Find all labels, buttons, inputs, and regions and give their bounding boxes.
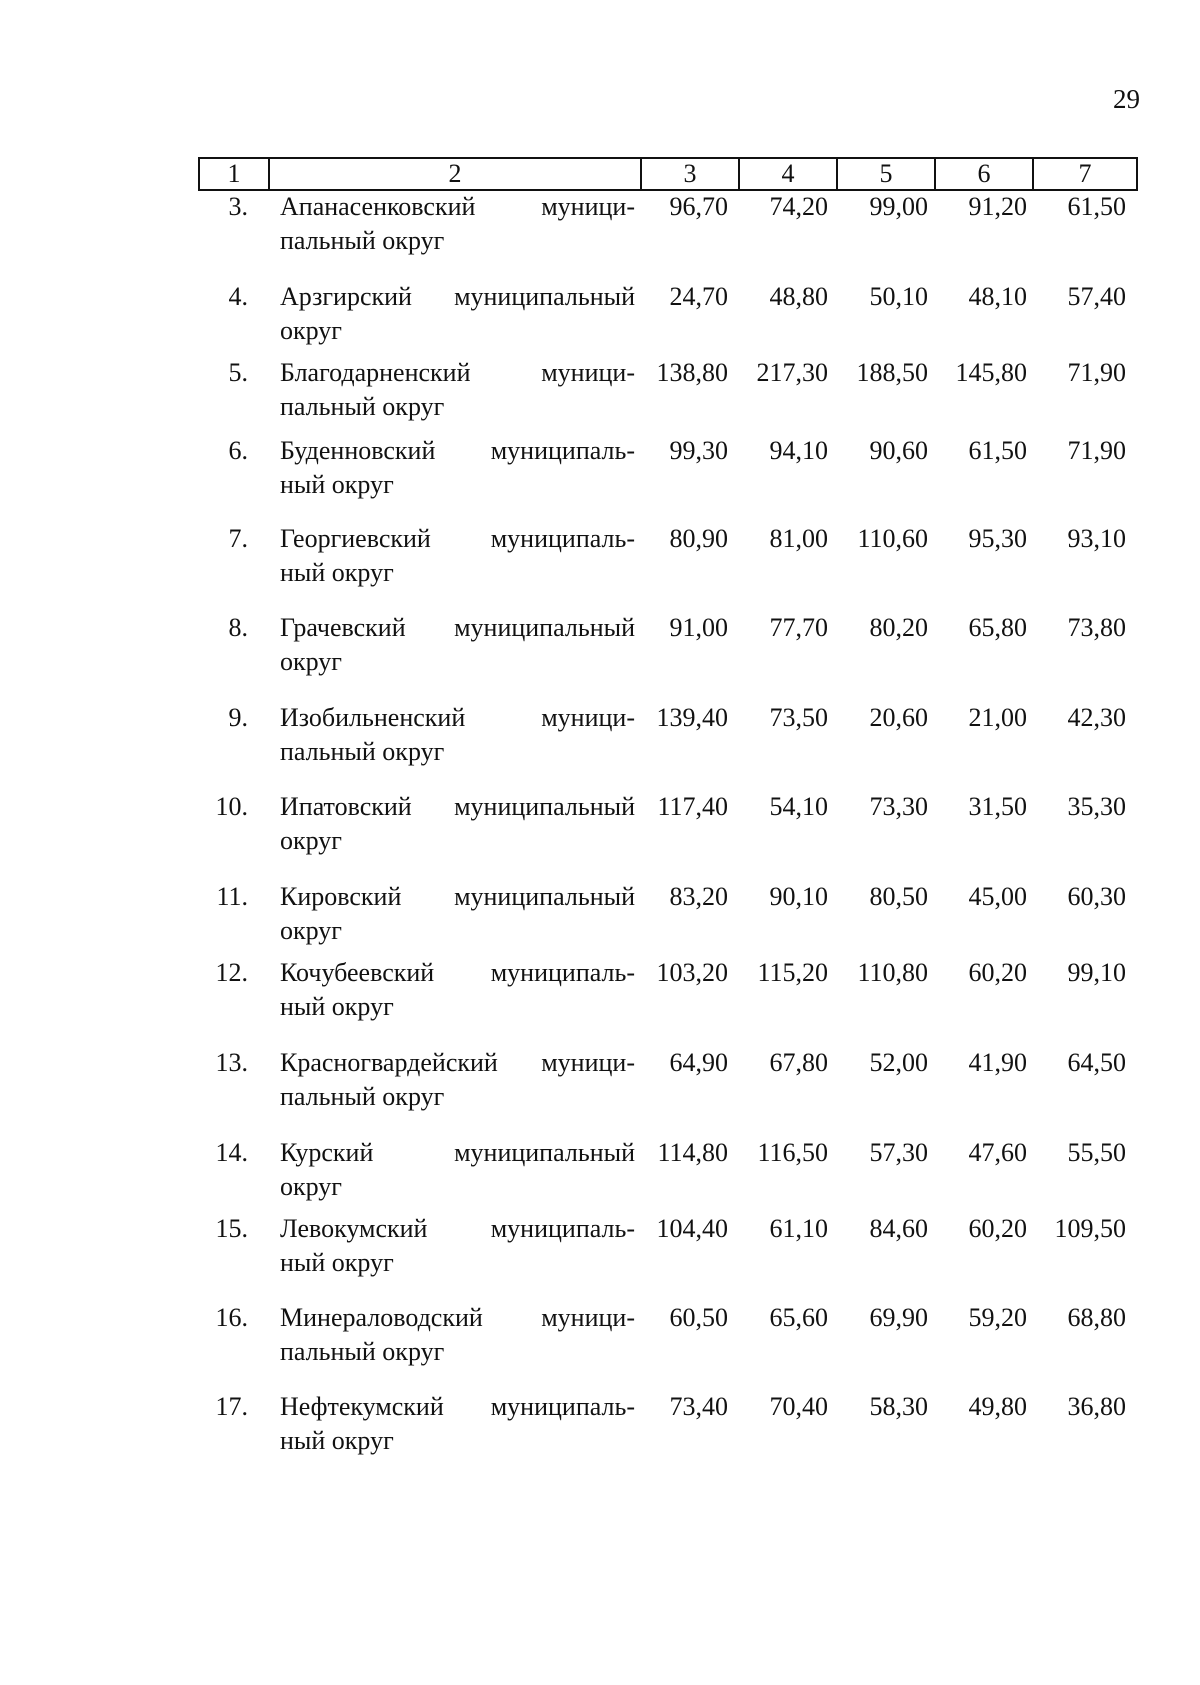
value-col-5: 50,10 (869, 282, 928, 311)
value-col-7: 64,50 (1067, 1048, 1126, 1077)
district-name (280, 434, 635, 502)
value-col-4: 116,50 (757, 1138, 828, 1167)
district-name-line-2: пальный округ (280, 392, 445, 421)
page-number: 29 (1113, 84, 1140, 114)
value-col-4: 94,10 (769, 436, 828, 465)
value-col-6: 47,60 (968, 1138, 1027, 1167)
district-name (280, 356, 635, 424)
value-col-4: 115,20 (757, 958, 828, 987)
value-col-3: 24,70 (669, 282, 728, 311)
value-col-6: 65,80 (968, 613, 1027, 642)
district-name-line-2: округ (280, 916, 342, 945)
row-number: 3. (228, 192, 248, 221)
row-number: 7. (228, 524, 248, 553)
row-number: 6. (228, 436, 248, 465)
value-col-3: 80,90 (669, 524, 728, 553)
value-col-3: 114,80 (657, 1138, 728, 1167)
value-col-5: 84,60 (869, 1214, 928, 1243)
row-number: 9. (228, 703, 248, 732)
district-name-line-1: Буденновский муниципаль- (280, 436, 635, 465)
row-number: 17. (215, 1392, 248, 1421)
district-name-line-2: округ (280, 316, 342, 345)
district-name (280, 522, 635, 590)
district-name-line-1: Ипатовский муниципальный (280, 792, 635, 821)
table-row (198, 1046, 1136, 1126)
header-col-6: 6 (935, 158, 1033, 190)
value-col-7: 55,50 (1067, 1138, 1126, 1167)
district-name-line-2: ный округ (280, 1248, 394, 1277)
value-col-5: 99,00 (869, 192, 928, 221)
value-col-7: 73,80 (1067, 613, 1126, 642)
district-name-line-1: Благодарненский муници- (280, 358, 635, 387)
district-name (280, 1046, 635, 1114)
value-col-7: 93,10 (1067, 524, 1126, 553)
value-col-6: 145,80 (955, 358, 1027, 387)
row-number: 10. (215, 792, 248, 821)
district-name-line-1: Арзгирский муниципальный (280, 282, 635, 311)
value-col-5: 188,50 (856, 358, 928, 387)
value-col-6: 45,00 (968, 882, 1027, 911)
value-col-4: 90,10 (769, 882, 828, 911)
table-row (198, 880, 1136, 960)
value-col-7: 71,90 (1067, 358, 1126, 387)
row-number: 5. (228, 358, 248, 387)
table-row (198, 1390, 1136, 1470)
value-col-5: 110,80 (857, 958, 928, 987)
value-col-4: 65,60 (769, 1303, 828, 1332)
district-name (280, 956, 635, 1024)
value-col-5: 90,60 (869, 436, 928, 465)
value-col-3: 83,20 (669, 882, 728, 911)
value-col-4: 54,10 (769, 792, 828, 821)
value-col-7: 71,90 (1067, 436, 1126, 465)
value-col-6: 61,50 (968, 436, 1027, 465)
table-row (198, 1136, 1136, 1216)
value-col-6: 41,90 (968, 1048, 1027, 1077)
district-name-line-1: Красногвардейский муници- (280, 1048, 635, 1077)
value-col-7: 36,80 (1067, 1392, 1126, 1421)
header-col-2: 2 (269, 158, 641, 190)
district-name (280, 701, 635, 769)
value-col-4: 77,70 (769, 613, 828, 642)
district-name-line-1: Апанасенковский муници- (280, 192, 635, 221)
district-name (280, 1301, 635, 1369)
header-col-3: 3 (641, 158, 739, 190)
value-col-7: 35,30 (1067, 792, 1126, 821)
value-col-5: 73,30 (869, 792, 928, 821)
district-name-line-1: Кировский муниципальный (280, 882, 635, 911)
district-name (280, 790, 635, 858)
district-name (280, 190, 635, 258)
district-name-line-1: Грачевский муниципальный (280, 613, 635, 642)
table-row (198, 1212, 1136, 1292)
value-col-3: 139,40 (656, 703, 728, 732)
row-number: 4. (228, 282, 248, 311)
value-col-6: 31,50 (968, 792, 1027, 821)
row-number: 13. (215, 1048, 248, 1077)
value-col-3: 91,00 (669, 613, 728, 642)
value-col-3: 73,40 (669, 1392, 728, 1421)
value-col-3: 60,50 (669, 1303, 728, 1332)
value-col-5: 20,60 (869, 703, 928, 732)
district-name-line-2: пальный округ (280, 226, 445, 255)
district-name-line-2: ный округ (280, 992, 394, 1021)
row-number: 8. (228, 613, 248, 642)
value-col-6: 95,30 (968, 524, 1027, 553)
district-name (280, 880, 635, 948)
value-col-7: 68,80 (1067, 1303, 1126, 1332)
value-col-6: 60,20 (968, 958, 1027, 987)
value-col-3: 117,40 (657, 792, 728, 821)
table-row (198, 1301, 1136, 1381)
value-col-7: 60,30 (1067, 882, 1126, 911)
value-col-7: 61,50 (1067, 192, 1126, 221)
district-name-line-2: пальный округ (280, 737, 445, 766)
district-name-line-2: пальный округ (280, 1337, 445, 1366)
column-number-header (198, 157, 1138, 191)
header-col-7: 7 (1033, 158, 1137, 190)
district-name-line-1: Кочубеевский муниципаль- (280, 958, 635, 987)
district-name (280, 611, 635, 679)
value-col-4: 48,80 (769, 282, 828, 311)
value-col-5: 52,00 (869, 1048, 928, 1077)
value-col-4: 217,30 (756, 358, 828, 387)
value-col-4: 73,50 (769, 703, 828, 732)
value-col-7: 42,30 (1067, 703, 1126, 732)
value-col-4: 61,10 (769, 1214, 828, 1243)
table-row (198, 434, 1136, 514)
value-col-3: 64,90 (669, 1048, 728, 1077)
value-col-5: 57,30 (869, 1138, 928, 1167)
table-row (198, 611, 1136, 691)
table-row (198, 956, 1136, 1036)
value-col-3: 138,80 (656, 358, 728, 387)
value-col-3: 96,70 (669, 192, 728, 221)
value-col-3: 99,30 (669, 436, 728, 465)
table-row (198, 790, 1136, 870)
row-number: 15. (215, 1214, 248, 1243)
value-col-7: 57,40 (1067, 282, 1126, 311)
value-col-6: 59,20 (968, 1303, 1027, 1332)
value-col-5: 110,60 (857, 524, 928, 553)
district-name (280, 280, 635, 348)
district-name-line-2: ный округ (280, 470, 394, 499)
table-row (198, 356, 1136, 436)
header-row (199, 158, 1137, 190)
row-number: 11. (216, 882, 248, 911)
district-name-line-2: округ (280, 647, 342, 676)
district-name (280, 1390, 635, 1458)
district-name-line-2: ный округ (280, 558, 394, 587)
value-col-5: 69,90 (869, 1303, 928, 1332)
district-name-line-2: пальный округ (280, 1082, 445, 1111)
value-col-4: 81,00 (769, 524, 828, 553)
table-row (198, 190, 1136, 270)
table-row (198, 701, 1136, 781)
district-name (280, 1212, 635, 1280)
value-col-5: 80,50 (869, 882, 928, 911)
district-name-line-1: Курский муниципальный (280, 1138, 635, 1167)
district-name-line-2: ный округ (280, 1426, 394, 1455)
district-name-line-1: Минераловодский муници- (280, 1303, 635, 1332)
value-col-4: 70,40 (769, 1392, 828, 1421)
row-number: 14. (215, 1138, 248, 1167)
value-col-7: 99,10 (1067, 958, 1126, 987)
table-row (198, 522, 1136, 602)
header-col-1: 1 (199, 158, 269, 190)
value-col-4: 74,20 (769, 192, 828, 221)
value-col-6: 48,10 (968, 282, 1027, 311)
header-col-5: 5 (837, 158, 935, 190)
value-col-6: 91,20 (968, 192, 1027, 221)
value-col-3: 103,20 (656, 958, 728, 987)
value-col-6: 21,00 (968, 703, 1027, 732)
table-row (198, 280, 1136, 360)
district-name-line-2: округ (280, 826, 342, 855)
district-name-line-1: Изобильненский муници- (280, 703, 635, 732)
value-col-3: 104,40 (656, 1214, 728, 1243)
row-number: 16. (215, 1303, 248, 1332)
district-name-line-1: Нефтекумский муниципаль- (280, 1392, 635, 1421)
value-col-7: 109,50 (1054, 1214, 1126, 1243)
district-name-line-2: округ (280, 1172, 342, 1201)
header-col-4: 4 (739, 158, 837, 190)
district-name (280, 1136, 635, 1204)
value-col-6: 49,80 (968, 1392, 1027, 1421)
value-col-5: 80,20 (869, 613, 928, 642)
district-name-line-1: Левокумский муниципаль- (280, 1214, 635, 1243)
district-name-line-1: Георгиевский муниципаль- (280, 524, 635, 553)
value-col-5: 58,30 (869, 1392, 928, 1421)
value-col-6: 60,20 (968, 1214, 1027, 1243)
value-col-4: 67,80 (769, 1048, 828, 1077)
row-number: 12. (215, 958, 248, 987)
